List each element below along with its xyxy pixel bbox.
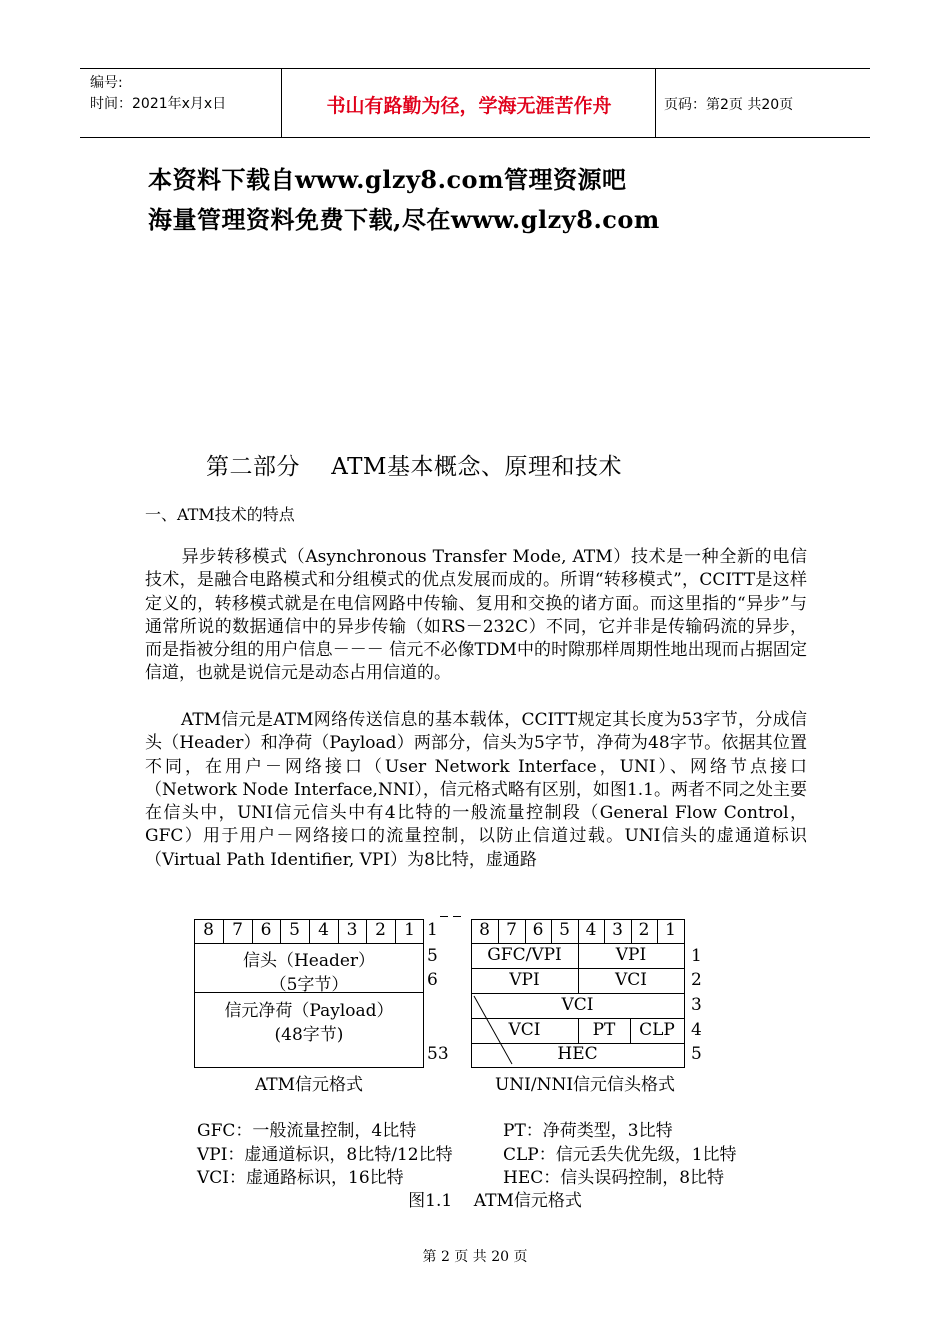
bit-label: 3 [346,920,358,940]
promo-line-1: 本资料下载自www.glzy8.com管理资源吧 [148,165,627,194]
bit-label: 3 [612,920,623,940]
bit-label: 4 [585,920,597,940]
legend-vpi: VPI：虚通道标识，8比特/12比特 [197,1145,453,1165]
byte-index: 1 [427,920,438,940]
field-vpi: VPI [509,970,540,990]
legend-pt: PT：净荷类型，3比特 [503,1121,673,1141]
promo-line-2: 海量管理资料免费下载,尽在www.glzy8.com [148,205,660,234]
field-gfc-vpi: GFC/VPI [487,945,562,965]
cell-payload-size: (48字节) [274,1025,344,1045]
row-index: 2 [691,970,702,990]
row-index: 4 [691,1020,702,1040]
bit-label: 6 [532,920,544,940]
figure-caption: 图1.1 ATM信元格式 [408,1191,582,1211]
field-vpi: VPI [615,945,647,965]
bit-label: 5 [559,920,570,940]
right-figure-caption: UNI/NNI信元信头格式 [494,1075,676,1095]
header-time: 时间：2021年x月x日 [90,96,227,112]
field-pt: PT [592,1020,616,1040]
byte-index: 6 [427,970,438,990]
field-vci: VCI [561,995,594,1015]
section-heading: 一、ATM技术的特点 [145,505,295,524]
bit-label: 7 [232,920,243,940]
legend-hec: HEC：信头误码控制，8比特 [503,1168,725,1188]
bit-label: 4 [318,920,329,940]
bit-label: 2 [638,920,650,940]
legend-vci: VCI：虚通路标识，16比特 [197,1168,404,1188]
field-vci: VCI [615,970,647,990]
bit-label: 5 [289,920,300,940]
field-clp: CLP [639,1020,675,1040]
cell-header-label: 信头（Header） [242,951,376,971]
bit-label: 8 [479,920,490,940]
row-index: 1 [691,946,702,966]
legend-gfc: GFC：一般流量控制，4比特 [197,1121,417,1141]
cell-header-size: （5字节） [269,975,349,995]
bit-label: 7 [506,920,517,940]
paragraph-1-text: 异步转移模式（Asynchronous Transfer Mode, ATM）技术是一种全新的电信技术，是融合电路模式和分组模式的优点发展而成的。所谓“转移模式”，CCITT是这样定义的，转移模式就是在电信网路中传输、复用和交换的诸方面。而这里指的“异步”与通常所说的数据通信中的异步传输（如RS－232C）不同，它并非是传输码流的异步，而是指被分组的用户信息－－－ 信元不必像TDM中的时隙那样周期性地出现而占据固定信道，也就是说信元是动态占用信道的。 [145,547,807,684]
bit-label: 1 [404,920,415,940]
doc-title: 第二部分 ATM基本概念、原理和技术 [206,454,622,480]
row-index: 3 [691,995,702,1015]
bit-label: 8 [203,920,214,940]
bit-label: 6 [260,920,272,940]
byte-index: 53 [427,1044,449,1064]
field-vci: VCI [508,1020,541,1040]
field-hec: HEC [557,1044,598,1064]
header-motto: 书山有路勤为径，学海无涯苦作舟 [326,95,612,117]
header-page-info: 页码：第2页 共20页 [664,97,794,113]
row-index: 5 [691,1044,702,1064]
bit-label: 1 [665,920,676,940]
bit-label: 2 [375,920,386,940]
left-figure-caption: ATM信元格式 [254,1075,364,1095]
byte-index: 5 [427,946,438,966]
paragraph-2-text: ATM信元是ATM网络传送信息的基本载体，CCITT规定其长度为53字节，分成信头（Header）和净荷（Payload）两部分，信头为5字节，净荷为48字节。依据其位置不同，在用户－网络接口（User Network Interface，UNI）、网络节点接口（Network Node Interface,NNI），信元格式略有区别，如图1.1。两者不同之处主要在信头中，UNI信元信头中有4比特的一般流量控制段（General Flow Control，GFC）用于用户－网络接口的流量控制，以防止信道过载。UNI信头的虚通道标识（Virtual Path Identifier, VPI）为8比特，虚通路 [145,710,807,870]
page-footer: 第 2 页 共 20 页 [422,1249,528,1265]
header-number: 编号: [90,75,123,91]
cell-payload-label: 信元净荷（Payload） [224,1001,394,1021]
legend-clp: CLP：信元丢失优先级，1比特 [503,1145,737,1165]
